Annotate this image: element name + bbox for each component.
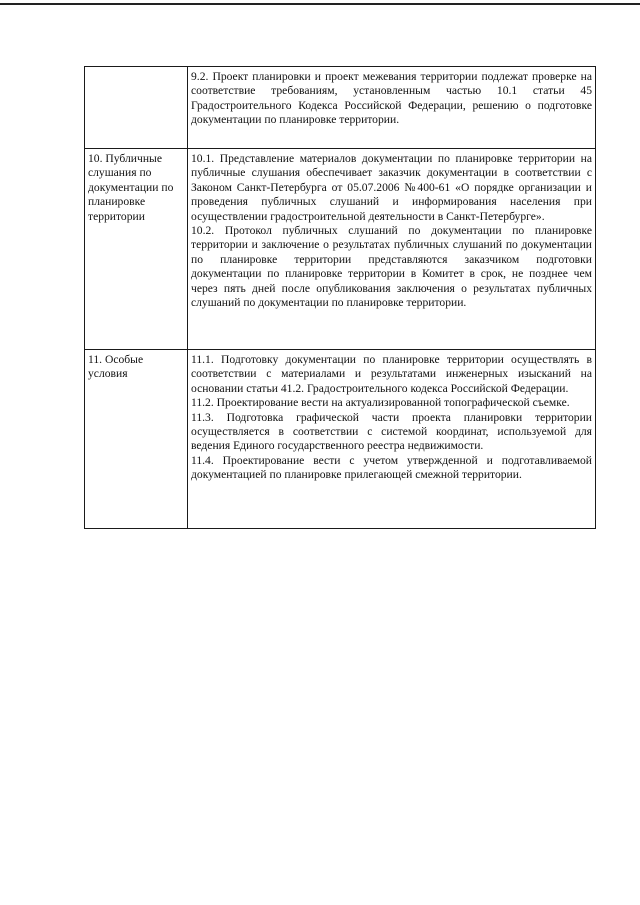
top-rule xyxy=(0,3,640,5)
paragraph-11-4: 11.4. Проектирование вести с учетом утвержденной и подготавливаемой документацией по планировке прилегающей смежной территории. xyxy=(191,453,592,482)
table-row xyxy=(85,67,596,149)
paragraph-11-3: 11.3. Подготовка графической части проекта планировки территории осуществляется в соответствии с системой координат, используемой для ведения Единого государственного реестра недвижимости. xyxy=(191,410,592,453)
row-label: 11. Особые условия xyxy=(85,350,188,529)
requirements-table xyxy=(84,66,596,529)
paragraph-11-1: 11.1. Подготовку документации по планировке территории осуществлять в соответствии с материалами и результатами инженерных изысканий на основании статьи 41.2. Градостроительного кодекса Российской Федерации. xyxy=(191,353,592,395)
row-label xyxy=(85,67,188,149)
row-content xyxy=(188,67,596,149)
paragraph-10-1: 10.1. Представление материалов документации по планировке территории на публичные слушания обеспечивает заказчик документации в соответствии с Законом Санкт-Петербурга от 05.07.2006 №400-61 «О порядке организации и проведения публичных слушаний и информирования населения при осуществлении градостроительной деятельности в Санкт-Петербурге». xyxy=(191,152,592,223)
table-row xyxy=(85,149,596,350)
table-row xyxy=(85,350,596,529)
row-label: 10. Публичные слушания по документации по планировке территории xyxy=(85,149,188,350)
row-content xyxy=(188,350,596,529)
paragraph-9-2: 9.2. Проект планировки и проект межевания территории подлежат проверке на соответствие требованиям, установленным частью 10.1 статьи 45 Градостроительного Кодекса Российской Федерации, решению о подготовке документации по планировке территории. xyxy=(191,70,592,127)
paragraph-11-2: 11.2. Проектирование вести на актуализированной топографической съемке. xyxy=(191,396,570,410)
row-content xyxy=(188,149,596,350)
paragraph-10-2: 10.2. Протокол публичных слушаний по документации по планировке территории и заключение о результатах публичных слушаний по документации по планировке территории представляются заказчиком подготовки документации по планировке территории в Комитет в срок, не позднее чем через пять дней после опубликования заключения о результатах публичных слушаний по документации по планировке территории. xyxy=(191,224,592,310)
